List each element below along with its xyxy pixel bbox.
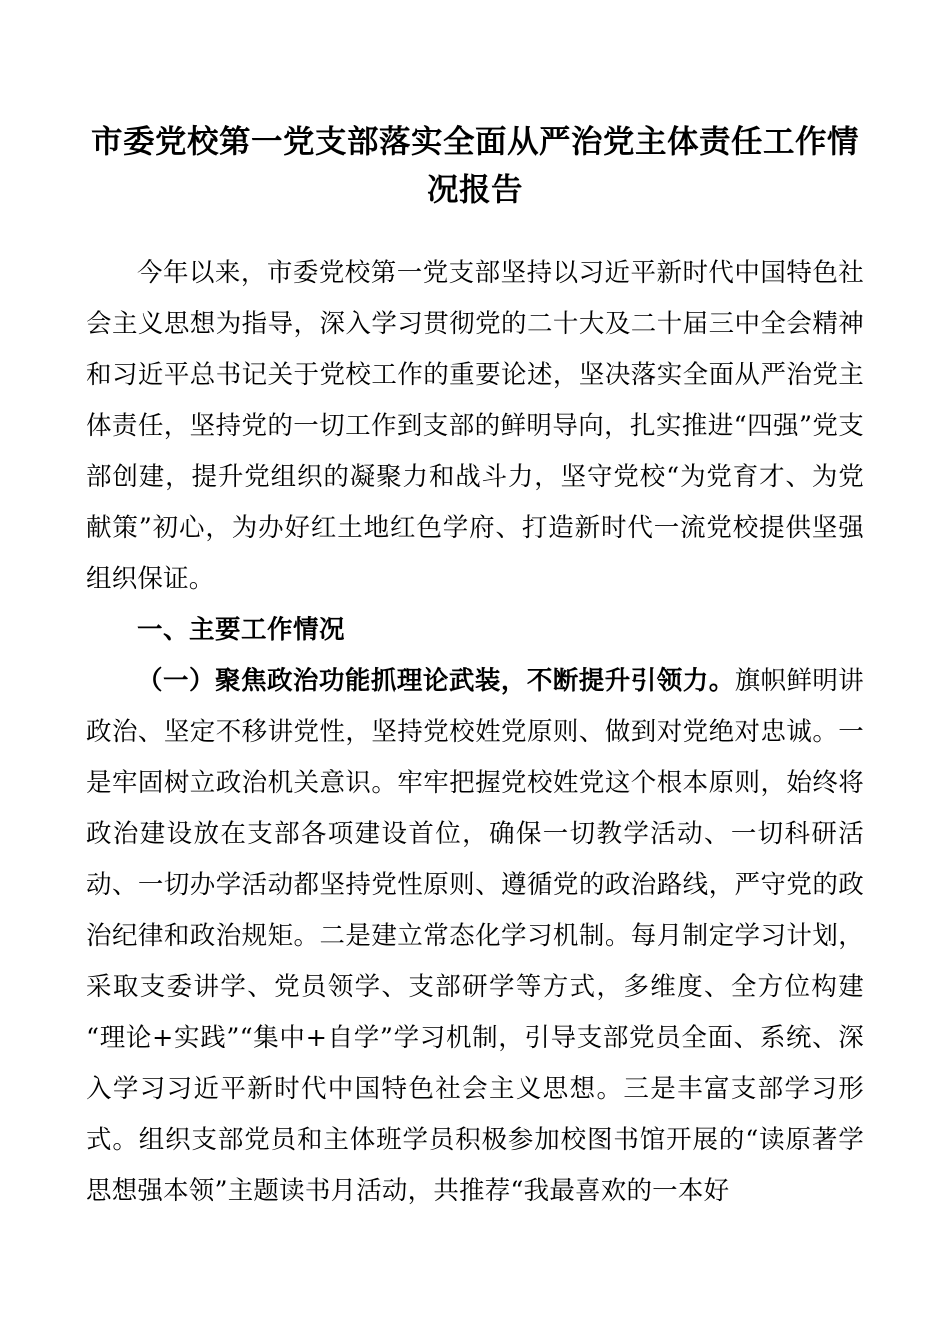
page-title: 市委党校第一党支部落实全面从严治党主体责任工作情况报告 [90, 124, 859, 208]
subsection-paragraph [86, 656, 864, 1217]
subsection-label: （一）聚焦政治功能抓理论武装，不断提升引领力。 [137, 666, 735, 696]
intro-paragraph: 今年以来，市委党校第一党支部坚持以习近平新时代中国特色社会主义思想为指导，深入学习贯彻党的二十大及二十届三中全会精神和习近平总书记关于党校工作的重要论述，坚决落实全面从严治党主体责任，坚持党的一切工作到支部的鲜明导向，扎实推进“四强”党支部创建，提升党组织的凝聚力和战斗力，坚守党校“为党育才、为党献策”初心，为办好红土地红色学府、打造新时代一流党校提供坚强组织保证。 [86, 258, 864, 594]
subsection-text: 旗帜鲜明讲政治、坚定不移讲党性，坚持党校姓党原则、做到对党绝对忠诚。一是牢固树立政治机关意识。牢牢把握党校姓党这个根本原则，始终将政治建设放在支部各项建设首位，确保一切教学活动、一切科研活动、一切办学活动都坚持党性原则、遵循党的政治路线，严守党的政治纪律和政治规矩。二是建立常态化学习机制。每月制定学习计划，采取支委讲学、党员领学、支部研学等方式，多维度、全方位构建“理论+实践”“集中+自学”学习机制，引导支部党员全面、系统、深入学习习近平新时代中国特色社会主义思想。三是丰富支部学习形式。组织支部党员和主体班学员积极参加校图书馆开展的“读原著学思想强本领”主题读书月活动，共推荐“我最喜欢的一本好 [86, 666, 864, 1206]
section-heading-main-work: 一、主要工作情况 [137, 615, 346, 645]
